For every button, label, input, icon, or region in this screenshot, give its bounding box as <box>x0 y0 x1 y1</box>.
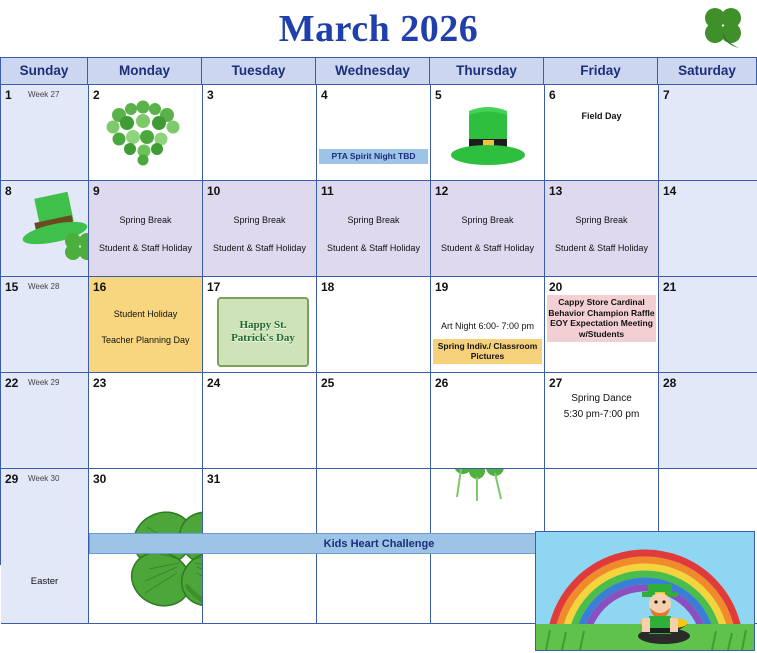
day-cell-26[interactable] <box>431 373 545 469</box>
week-label: Week 27 <box>28 90 60 99</box>
leprechaun-hat-icon <box>449 103 527 173</box>
day-cell-29[interactable] <box>1 469 89 624</box>
day-number: 29 <box>5 472 19 486</box>
event-cappy-store-raffle[interactable]: Cappy Store Cardinal Behavior Champion Raffle EOY Expectation Meeting w/Students <box>547 295 656 342</box>
day-number: 3 <box>207 88 214 102</box>
day-number: 8 <box>5 184 12 198</box>
day-number: 28 <box>663 376 677 390</box>
event-spring-break[interactable]: Spring Break <box>119 215 172 225</box>
event-student-holiday[interactable]: Student Holiday <box>113 309 178 319</box>
weekday-wednesday: Wednesday <box>316 58 430 84</box>
event-spring-break[interactable]: Spring Break <box>461 215 514 225</box>
day-cell-5[interactable] <box>431 85 545 181</box>
event-pta-spirit-night[interactable]: PTA Spirit Night TBD <box>319 149 428 164</box>
event-spring-dance[interactable]: Spring Dance <box>571 393 632 404</box>
shamrock-heart-icon <box>97 97 195 169</box>
day-number: 20 <box>549 280 563 294</box>
weekday-friday: Friday <box>544 58 658 84</box>
day-cell-23[interactable] <box>89 373 203 469</box>
happy-st-patricks-day-label: Happy St. Patrick's Day <box>231 319 295 344</box>
day-cell-12[interactable] <box>431 181 545 277</box>
week-label: Week 30 <box>28 474 60 483</box>
day-cell-9[interactable] <box>89 181 203 277</box>
event-spring-break[interactable]: Spring Break <box>347 215 400 225</box>
weekday-tuesday: Tuesday <box>202 58 316 84</box>
week-label: Week 28 <box>28 282 60 291</box>
happy-st-patricks-day-icon <box>217 297 309 367</box>
day-number: 26 <box>435 376 449 390</box>
event-student-staff-holiday[interactable]: Student & Staff Holiday <box>441 243 534 253</box>
day-number: 12 <box>435 184 449 198</box>
day-number: 10 <box>207 184 221 198</box>
day-cell-17[interactable] <box>203 277 317 373</box>
day-cell-25[interactable] <box>317 373 431 469</box>
calendar-grid <box>0 85 757 587</box>
event-kids-heart-challenge[interactable]: Kids Heart Challenge <box>89 533 669 554</box>
event-spring-break[interactable]: Spring Break <box>575 215 628 225</box>
day-cell-7[interactable] <box>659 85 757 181</box>
day-number: 23 <box>93 376 107 390</box>
day-cell-13[interactable] <box>545 181 659 277</box>
day-number: 14 <box>663 184 677 198</box>
day-cell-16[interactable] <box>89 277 203 373</box>
day-number: 4 <box>321 88 328 102</box>
day-number: 17 <box>207 280 221 294</box>
day-number: 16 <box>93 280 107 294</box>
day-cell-4[interactable] <box>317 85 431 181</box>
day-number: 9 <box>93 184 100 198</box>
day-number: 15 <box>5 280 19 294</box>
event-spring-break[interactable]: Spring Break <box>233 215 286 225</box>
event-student-staff-holiday[interactable]: Student & Staff Holiday <box>555 243 648 253</box>
day-number: 6 <box>549 88 556 102</box>
day-cell-22[interactable] <box>1 373 89 469</box>
day-cell-28[interactable] <box>659 373 757 469</box>
leprechaun-rainbow-icon <box>535 531 755 651</box>
event-teacher-planning-day[interactable]: Teacher Planning Day <box>101 335 190 345</box>
day-number: 1 <box>5 88 12 102</box>
day-cell-15[interactable] <box>1 277 89 373</box>
day-number: 18 <box>321 280 335 294</box>
day-cell-8[interactable] <box>1 181 89 277</box>
day-cell-11[interactable] <box>317 181 431 277</box>
day-cell-14[interactable] <box>659 181 757 277</box>
event-spring-pictures[interactable]: Spring Indiv./ Classroom Pictures <box>433 339 542 364</box>
day-cell-1[interactable] <box>1 85 89 181</box>
event-student-staff-holiday[interactable]: Student & Staff Holiday <box>327 243 420 253</box>
page-title: March 2026 <box>278 7 479 50</box>
day-cell-21[interactable] <box>659 277 757 373</box>
day-number: 21 <box>663 280 677 294</box>
day-number: 31 <box>207 472 221 486</box>
event-art-night[interactable]: Art Night 6:00- 7:00 pm <box>440 321 535 331</box>
calendar-header <box>0 0 757 57</box>
week-label: Week 29 <box>28 378 60 387</box>
day-cell-24[interactable] <box>203 373 317 469</box>
shamrock-icon <box>697 2 749 54</box>
day-number: 13 <box>549 184 563 198</box>
day-number: 27 <box>549 376 563 390</box>
green-hat-icon <box>21 189 89 261</box>
day-number: 24 <box>207 376 221 390</box>
day-cell-2[interactable] <box>89 85 203 181</box>
event-student-staff-holiday[interactable]: Student & Staff Holiday <box>213 243 306 253</box>
day-cell-18[interactable] <box>317 277 431 373</box>
day-number: 22 <box>5 376 19 390</box>
day-cell-27[interactable] <box>545 373 659 469</box>
day-number: 2 <box>93 88 100 102</box>
event-field-day[interactable]: Field Day <box>581 111 622 121</box>
day-cell-6[interactable] <box>545 85 659 181</box>
day-cell-20[interactable] <box>545 277 659 373</box>
four-leaf-clover-icon <box>117 501 203 619</box>
event-spring-dance-time[interactable]: 5:30 pm-7:00 pm <box>563 409 640 420</box>
day-cell-19[interactable] <box>431 277 545 373</box>
day-number: 5 <box>435 88 442 102</box>
day-cell-10[interactable] <box>203 181 317 277</box>
weekday-saturday: Saturday <box>658 58 757 84</box>
event-easter[interactable]: Easter <box>30 576 59 587</box>
day-number: 30 <box>93 472 107 486</box>
day-cell-3[interactable] <box>203 85 317 181</box>
day-number: 19 <box>435 280 449 294</box>
weekday-thursday: Thursday <box>430 58 544 84</box>
clover-sprigs-icon <box>433 469 525 507</box>
weekday-sunday: Sunday <box>0 58 88 84</box>
event-student-staff-holiday[interactable]: Student & Staff Holiday <box>99 243 192 253</box>
day-number: 11 <box>321 184 334 198</box>
day-number: 25 <box>321 376 335 390</box>
weekday-header-row <box>0 57 757 85</box>
day-number: 7 <box>663 88 670 102</box>
weekday-monday: Monday <box>88 58 202 84</box>
